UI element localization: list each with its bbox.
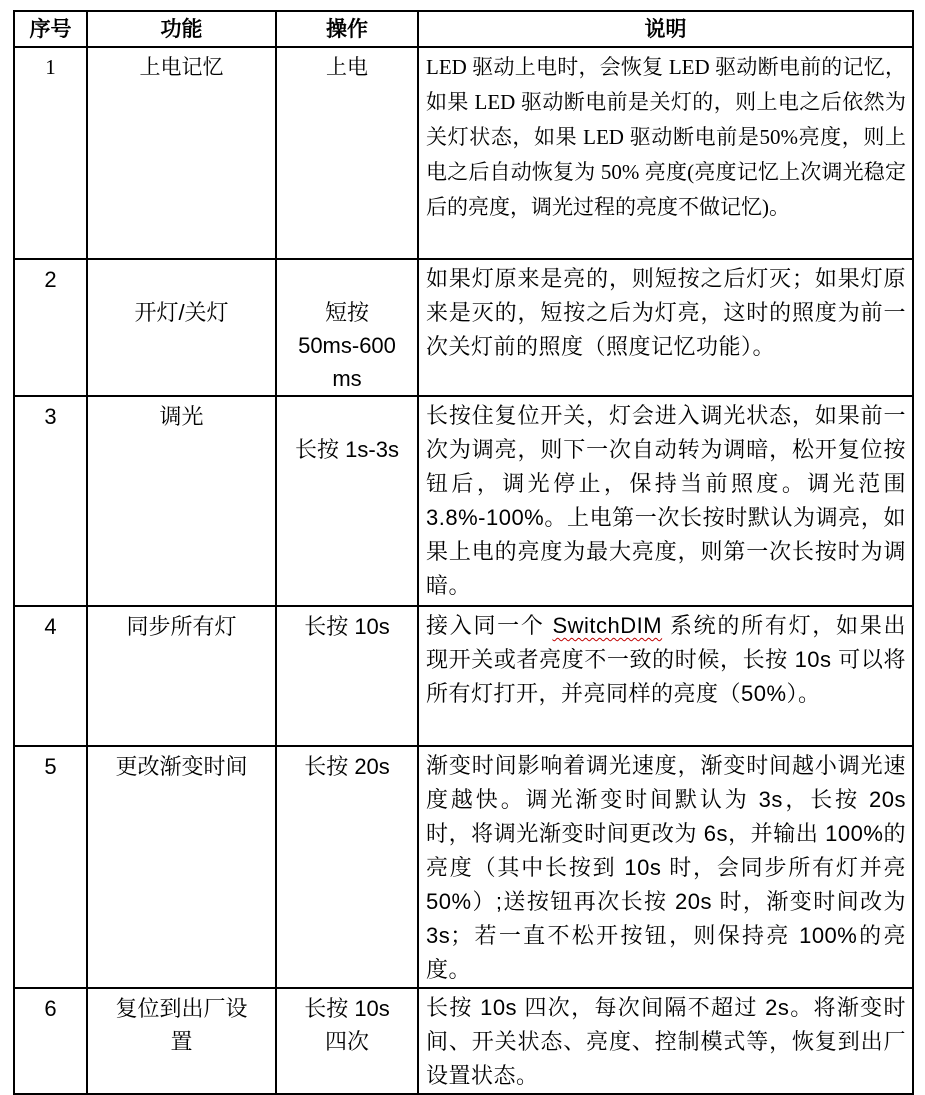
operation-cell-line: 四次 (324, 1029, 369, 1054)
operation-cell-line: 50ms-600 (298, 333, 396, 358)
row-number-cell-line: 2 (44, 267, 57, 292)
operation-cell-line: 长按 10s (304, 996, 390, 1021)
description-segment: 长按 10s 四次，每次间隔不超过 2s。将渐变时间、开关状态、亮度、控制模式等，恢复到出厂设置状态。 (426, 995, 906, 1088)
description-cell (418, 988, 913, 1094)
row-number-cell (14, 259, 87, 396)
function-table (13, 10, 914, 1095)
operation-cell (276, 47, 418, 259)
column-header-operation: 操作 (276, 11, 418, 47)
operation-cell-line: 上电 (326, 55, 368, 79)
table-row (14, 606, 913, 746)
row-number-cell (14, 746, 87, 988)
operation-cell (276, 259, 418, 396)
function-cell (87, 606, 276, 746)
row-number-cell-line: 5 (44, 754, 57, 779)
function-cell-line: 调光 (159, 404, 204, 429)
description-cell (418, 259, 913, 396)
description-cell (418, 396, 913, 606)
table-header-row (14, 11, 913, 47)
operation-cell (276, 396, 418, 606)
description-text (426, 991, 906, 1093)
function-cell-line: 同步所有灯 (126, 614, 237, 639)
function-cell (87, 396, 276, 606)
function-cell-line: 更改渐变时间 (115, 754, 248, 779)
row-number-cell-line: 6 (44, 996, 57, 1021)
row-number-cell (14, 396, 87, 606)
spellchecked-word: SwitchDIM (552, 613, 663, 638)
row-number-cell-line: 4 (44, 614, 57, 639)
description-segment: LED 驱动上电时，会恢复 LED 驱动断电前的记忆，如果 LED 驱动断电前是关灯的，则上电之后依然为关灯状态，如果 LED 驱动断电前是50%亮度，则上电之后自动恢复为 50% 亮度(亮度记忆上次调光稳定后的亮度，调光过程的亮度不做记忆)。 (426, 55, 906, 219)
function-cell-line: 复位到出厂设 (115, 996, 248, 1021)
description-text (426, 262, 906, 364)
operation-cell-line: 长按 1s-3s (295, 437, 399, 462)
operation-cell-line: 长按 20s (304, 754, 390, 779)
table-body (14, 47, 913, 1094)
description-cell (418, 746, 913, 988)
operation-cell-line (277, 400, 417, 433)
column-header-number: 序号 (14, 11, 87, 47)
table-row (14, 988, 913, 1094)
row-number-cell-line: 3 (44, 404, 57, 429)
column-header-description: 说明 (418, 11, 913, 47)
description-cell (418, 47, 913, 259)
function-cell (87, 988, 276, 1094)
description-text (426, 609, 906, 711)
description-text (426, 749, 906, 987)
description-cell (418, 606, 913, 746)
operation-cell-line: 长按 10s (304, 614, 390, 639)
description-text (426, 50, 906, 225)
function-cell-line: 上电记忆 (139, 55, 224, 79)
operation-cell-line (277, 263, 417, 296)
description-segment: 系统的所有灯，如果出现开关或者亮度不一致的时候，长按 10s 可以将所有灯打开，并亮同样的亮度（50%）。 (426, 613, 906, 706)
description-segment: 接入同一个 (426, 613, 553, 638)
function-cell (87, 47, 276, 259)
function-cell-line: 开灯/关灯 (134, 300, 229, 325)
table-row (14, 259, 913, 396)
operation-cell (276, 606, 418, 746)
table-row (14, 746, 913, 988)
table-row (14, 396, 913, 606)
row-number-cell (14, 47, 87, 259)
operation-cell (276, 988, 418, 1094)
function-cell-line (88, 263, 275, 296)
description-segment: 如果灯原来是亮的，则短按之后灯灭；如果灯原来是灭的，短按之后为灯亮，这时的照度为前一次关灯前的照度（照度记忆功能）。 (426, 266, 906, 359)
description-segment: 长按住复位开关，灯会进入调光状态，如果前一次为调亮，则下一次自动转为调暗，松开复位按钮后，调光停止，保持当前照度。调光范围 3.8%-100%。上电第一次长按时默认为调亮，如果上电的亮度为最大亮度，则第一次长按时为调暗。 (426, 403, 906, 598)
row-number-cell (14, 606, 87, 746)
function-cell (87, 746, 276, 988)
operation-cell-line: 短按 (324, 300, 369, 325)
function-cell-line: 置 (170, 1029, 193, 1054)
description-segment: 渐变时间影响着调光速度，渐变时间越小调光速度越快。调光渐变时间默认为 3s，长按 20s 时，将调光渐变时间更改为 6s，并输出 100%的亮度（其中长按到 10s 时，会同步所有灯并亮 50%）;送按钮再次长按 20s 时，渐变时间改为 3s；若一直不松开按钮，则保持亮 100%的亮度。 (426, 753, 906, 982)
column-header-function: 功能 (87, 11, 276, 47)
description-text (426, 399, 906, 603)
operation-cell-line: ms (332, 366, 362, 391)
function-cell (87, 259, 276, 396)
operation-cell (276, 746, 418, 988)
table-row (14, 47, 913, 259)
row-number-cell-line: 1 (45, 55, 56, 79)
row-number-cell (14, 988, 87, 1094)
